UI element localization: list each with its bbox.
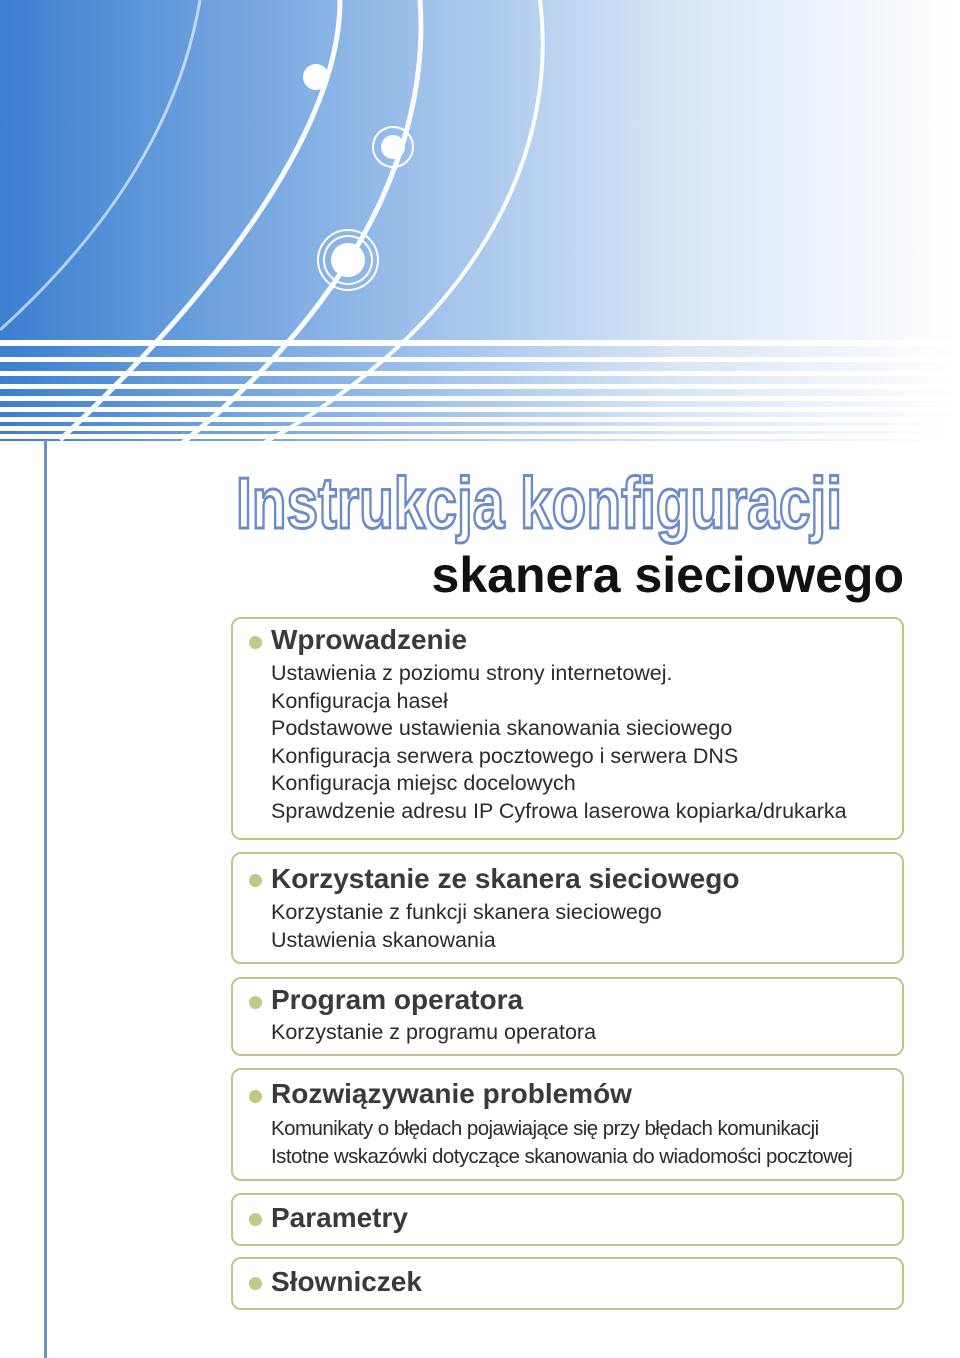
list-item[interactable]: Podstawowe ustawienia skanowania sieciowego (271, 716, 733, 740)
list-item[interactable]: Komunikaty o błędach pojawiające się przy błędach komunikacji (271, 1117, 819, 1140)
list-item[interactable]: Konfiguracja serwera pocztowego i serwera DNS (271, 743, 739, 768)
section-wprowadzenie[interactable] (231, 617, 904, 840)
section-rozwiazywanie-problemow[interactable] (231, 1068, 904, 1181)
section-program-operatora[interactable] (231, 977, 904, 1056)
bullet-icon (249, 1090, 262, 1103)
bullet-icon (249, 636, 262, 649)
document-title-text: Instrukcja konfiguracji (236, 464, 842, 544)
section-parametry[interactable] (231, 1193, 904, 1246)
section-korzystanie-ze-skanera[interactable] (231, 852, 904, 964)
section-items (271, 1019, 596, 1047)
section-heading: Słowniczek (271, 1266, 422, 1297)
section-items (271, 1115, 852, 1171)
document-title (236, 462, 876, 542)
bullet-icon (249, 1213, 262, 1226)
list-item[interactable]: Konfiguracja haseł (271, 688, 448, 713)
section-heading: Wprowadzenie (271, 624, 468, 655)
list-item[interactable]: Korzystanie z funkcji skanera sieciowego (271, 900, 662, 924)
section-items (271, 899, 662, 954)
list-item[interactable]: Konfiguracja miejsc docelowych (271, 771, 576, 795)
section-items (271, 660, 847, 825)
list-item[interactable]: Sprawdzenie adresu IP Cyfrowa laserowa kopiarka/drukarka (271, 798, 847, 823)
list-item[interactable]: Ustawienia z poziomu strony internetowej. (271, 661, 673, 685)
bullet-icon (249, 1277, 262, 1290)
section-heading: Program operatora (271, 984, 524, 1015)
section-heading: Korzystanie ze skanera sieciowego (271, 863, 740, 894)
left-vertical-rule (44, 440, 47, 1358)
bullet-icon (249, 996, 262, 1009)
list-item[interactable]: Istotne wskazówki dotyczące skanowania do wiadomości pocztowej (271, 1145, 853, 1168)
list-item[interactable]: Ustawienia skanowania (271, 927, 496, 952)
list-item[interactable]: Korzystanie z programu operatora (271, 1020, 597, 1044)
section-heading: Parametry (271, 1202, 408, 1233)
header-artwork (0, 0, 960, 445)
section-heading: Rozwiązywanie problemów (271, 1078, 632, 1109)
section-slowniczek[interactable] (231, 1257, 904, 1310)
bullet-icon (249, 874, 262, 887)
document-subtitle: skanera sieciowego (431, 547, 904, 603)
